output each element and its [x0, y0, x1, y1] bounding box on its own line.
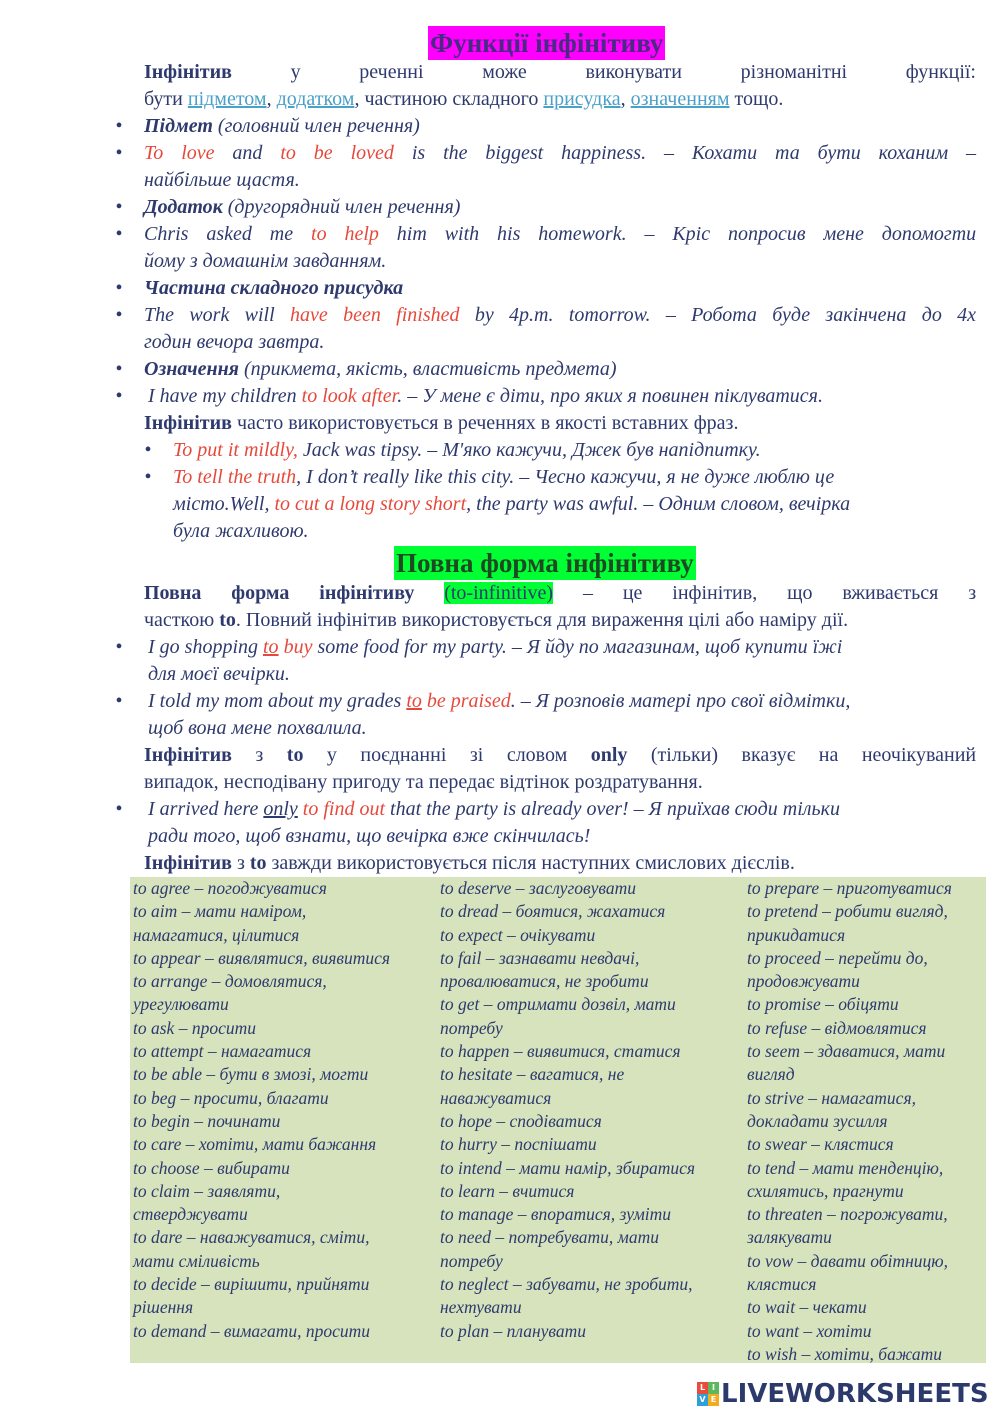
subsection-predicate: Частина складного присудка	[144, 277, 404, 299]
paragraph-word: вказує	[741, 744, 796, 766]
example-2-line-1	[144, 221, 976, 248]
example-text: . – Я розповів матері про свої відмітки,	[510, 690, 851, 712]
example-word: Робота	[691, 304, 757, 326]
example-word: Кріс	[672, 223, 711, 245]
verb-entry: to care – хотіти, мати бажання	[133, 1134, 377, 1155]
example-text: some food for my party. – Я йду по магазинам, щоб купити їжі	[312, 636, 843, 658]
verb-entry: стверджувати	[133, 1204, 248, 1225]
example-word: мене	[823, 223, 864, 245]
bold-term: to	[249, 852, 267, 874]
link-predicate[interactable]: присудка	[543, 88, 621, 110]
verb-entry: to decide – вирішити, прийняти	[133, 1274, 370, 1295]
verb-entry: to expect – очікувати	[440, 924, 596, 945]
verb-entry: to appear – виявлятися, виявитися	[133, 947, 391, 968]
only-paragraph-line-2: випадок, несподівану пригоду та передає відтінок роздратування.	[144, 771, 703, 793]
only-paragraph-line-1	[144, 742, 976, 769]
example-8-line-1	[148, 688, 850, 715]
example-text: , I don’t really like this city. – Чесно кажучи, я не дуже люблю це	[296, 466, 835, 488]
verb-entry: to threaten – погрожувати,	[747, 1204, 948, 1225]
example-4	[148, 383, 823, 410]
full-form-line-2	[144, 607, 848, 634]
example-infinitive: To tell the truth	[173, 466, 297, 488]
verb-entry: to hope – сподіватися	[440, 1110, 602, 1131]
verb-entry: to prepare – приготуватися	[747, 878, 952, 898]
example-word: –	[966, 142, 977, 164]
liveworksheets-logo[interactable]	[697, 1378, 989, 1410]
intro-text: , частиною складного	[354, 88, 544, 110]
logo-letter: V	[697, 1394, 708, 1406]
verb-entry: to plan – планувати	[440, 1320, 587, 1341]
paragraph-word: інфінітив,	[672, 582, 758, 604]
verb-entry: нехтувати	[440, 1297, 522, 1318]
link-subject[interactable]: підметом	[187, 88, 267, 110]
paragraph-word: на	[818, 744, 839, 766]
verb-entry: to ask – просити	[133, 1017, 256, 1038]
example-word: biggest	[485, 142, 544, 164]
example-9-line-1	[148, 796, 840, 823]
example-text: I go shopping	[148, 636, 263, 658]
example-word: him	[396, 223, 427, 245]
example-word: попросив	[727, 223, 806, 245]
example-word: та	[775, 142, 800, 164]
verb-entry: to wait – чекати	[747, 1297, 867, 1318]
paragraph-word: вживається	[842, 582, 939, 604]
verb-entry: to vow – давати обітницю,	[747, 1250, 948, 1271]
verb-column-3	[747, 877, 952, 1366]
verb-entry: to refuse – відмовлятися	[747, 1017, 927, 1038]
paragraph-text: завжди використовується після наступних смислових дієслів.	[266, 852, 795, 874]
logo-text: LIVEWORKSHEETS	[721, 1379, 989, 1409]
example-word: work	[189, 304, 230, 326]
verb-entry: to pretend – робити вигляд,	[747, 901, 948, 922]
highlight-to-infinitive: (to-infinitive)	[444, 582, 554, 604]
example-word: закінчена	[825, 304, 907, 326]
paragraph-word: з	[968, 582, 977, 604]
verb-entry: провалюватися, не зробити	[440, 971, 649, 992]
subsection-note: (другорядний член речення)	[222, 196, 461, 218]
example-only: only	[263, 798, 298, 820]
paragraph-word: зі	[469, 744, 484, 766]
verb-entry: наважуватися	[440, 1087, 552, 1108]
example-6-line-1	[173, 464, 834, 491]
bold-term: only	[590, 744, 628, 766]
example-infinitive: be praised	[421, 690, 511, 712]
example-word: with	[444, 223, 480, 245]
example-6-line-3: була жахливою.	[173, 520, 309, 542]
verb-entry: to strive – намагатися,	[747, 1087, 916, 1108]
verb-entry: вигляд	[747, 1064, 795, 1085]
example-text: місто.Well,	[173, 493, 275, 515]
intro-text: ,	[266, 88, 277, 110]
verbs-intro	[144, 850, 795, 877]
example-infinitive: buy	[278, 636, 313, 658]
example-infinitive: to cut a long story short	[274, 493, 467, 515]
bullet-icon: •	[144, 466, 152, 488]
example-word: бути	[817, 142, 861, 164]
example-3-line-1	[144, 302, 976, 329]
example-2-line-2: йому з домашнім завданням.	[144, 250, 387, 272]
verb-entry: to claim – заявляти,	[133, 1180, 281, 1201]
verb-entry: продовжувати	[747, 971, 860, 992]
subsection-heading: Підмет	[144, 115, 213, 137]
verb-entry: to tend – мати тенденцію,	[747, 1157, 944, 1178]
intro-text: ,	[620, 88, 631, 110]
example-text: I have my children	[148, 385, 302, 407]
example-word: is	[411, 142, 426, 164]
example-word: –	[664, 142, 674, 164]
subsection-note: (прикмета, якість, властивість предмета)	[238, 358, 617, 380]
paragraph-word: (тільки)	[650, 744, 719, 766]
paragraph-word: словом	[506, 744, 568, 766]
paragraph-word: неочікуваний	[861, 744, 977, 766]
example-word: 4х	[957, 304, 977, 326]
verb-column-1	[133, 877, 390, 1343]
intro-text: тощо.	[729, 88, 784, 110]
intro-word: виконувати	[585, 61, 682, 83]
subsection-attribute	[144, 356, 617, 383]
example-infinitive: To put it mildly,	[173, 439, 298, 461]
link-object[interactable]: додатком	[276, 88, 355, 110]
verb-entry: to seem – здаватися, мати	[747, 1041, 946, 1062]
verb-entry: клястися	[747, 1274, 817, 1295]
verb-entry: to hurry – поспішати	[440, 1134, 597, 1155]
verb-entry: to wish – хотіти, бажати	[747, 1343, 943, 1364]
bullet-icon: •	[115, 223, 123, 245]
example-word: допомогти	[881, 223, 977, 245]
example-word: 4p.m.	[509, 304, 554, 326]
verb-entry: to learn – вчитися	[440, 1180, 575, 1201]
verb-entry: to aim – мати наміром,	[133, 901, 307, 922]
example-text: I arrived here	[148, 798, 264, 820]
verb-entry: мати сміливість	[133, 1250, 260, 1271]
bold-term: to	[219, 609, 236, 631]
bullet-icon: •	[115, 636, 123, 658]
verb-entry: урегулювати	[133, 994, 229, 1015]
example-word: happiness.	[561, 142, 647, 164]
paragraph-word: що	[787, 582, 813, 604]
verb-entry: to need – потребувати, мати	[440, 1227, 659, 1248]
example-word: To	[144, 142, 164, 164]
verb-entry: to attempt – намагатися	[133, 1041, 312, 1062]
bullet-icon: •	[115, 690, 123, 712]
example-word: by	[474, 304, 494, 326]
verb-entry: потребу	[440, 1017, 503, 1038]
subsection-note: (головний член речення)	[212, 115, 420, 137]
example-1-line-1	[144, 140, 976, 167]
example-word: love	[181, 142, 215, 164]
example-word: will	[244, 304, 275, 326]
paragraph-word: з	[255, 744, 264, 766]
bold-term: to	[286, 744, 304, 766]
verb-entry: to choose – вибирати	[133, 1157, 290, 1178]
bullet-icon: •	[115, 196, 123, 218]
paragraph-word: –	[582, 582, 593, 604]
paragraph-word: поєднанні	[360, 744, 447, 766]
example-word: to	[311, 223, 327, 245]
section-title-functions: Функції інфінітиву	[430, 28, 664, 58]
bullet-icon: •	[115, 142, 123, 164]
verb-entry: схилятись, прагнути	[747, 1180, 904, 1201]
bullet-icon: •	[115, 798, 123, 820]
verb-entry: to intend – мати намір, збиратися	[440, 1157, 696, 1178]
paragraph-word: це	[622, 582, 643, 604]
example-word: Chris	[144, 223, 189, 245]
bullet-icon: •	[144, 439, 152, 461]
example-text: Jack was tipsy. – М'яко кажучи, Джек був напідпитку.	[297, 439, 761, 461]
verb-entry: to get – отримати дозвіл, мати	[440, 994, 676, 1015]
intro-text: бути	[144, 88, 188, 110]
paragraph-text: часто використовується в реченнях в якості вставних фраз.	[231, 412, 739, 434]
bold-term: Інфінітив	[144, 412, 232, 434]
example-word: tomorrow.	[568, 304, 651, 326]
example-word: have been finished	[290, 304, 460, 326]
bullet-icon: •	[115, 385, 123, 407]
bold-term: інфінітиву	[319, 582, 415, 604]
example-6-line-2	[173, 491, 850, 518]
paragraph-parenthetical	[144, 410, 738, 437]
example-text: that the party is already over! – Я приїхав сюди тільки	[385, 798, 840, 820]
example-9-line-2: ради того, щоб взнати, що вечірка вже скінчилась!	[148, 825, 591, 847]
example-word: буде	[772, 304, 811, 326]
logo-letter: L	[697, 1382, 708, 1394]
intro-line-2	[144, 86, 783, 113]
example-word: loved	[350, 142, 394, 164]
example-word: до	[921, 304, 942, 326]
verb-entry: to swear – клястися	[747, 1134, 894, 1155]
verb-entry: to want – хотіти	[747, 1320, 872, 1341]
example-text: , the party was awful. – Одним словом, вечірка	[466, 493, 851, 515]
verb-entry: to demand – вимагати, просити	[133, 1320, 371, 1341]
example-word: help	[344, 223, 379, 245]
bold-term: Повна	[144, 582, 202, 604]
intro-line-1	[144, 59, 976, 86]
intro-word: Інфінітив	[144, 61, 232, 83]
verb-entry: to proceed – перейти до,	[747, 947, 928, 968]
bullet-icon: •	[115, 277, 123, 299]
example-3-line-2: годин вечора завтра.	[144, 331, 325, 353]
example-1-line-2: найбільше щастя.	[144, 169, 300, 191]
subsection-object	[144, 194, 460, 221]
bold-term: форма	[231, 582, 290, 604]
verb-entry: залякувати	[747, 1227, 832, 1248]
subsection-subject	[144, 113, 420, 140]
bold-term: Інфінітив	[144, 744, 232, 766]
example-word: and	[232, 142, 263, 164]
bold-term: Інфінітив	[144, 852, 232, 874]
intro-word: може	[482, 61, 527, 83]
example-word: –	[644, 223, 655, 245]
logo-letter: E	[708, 1394, 719, 1406]
verb-entry: намагатися, цілитися	[133, 924, 300, 945]
example-word: be	[313, 142, 333, 164]
example-word: the	[443, 142, 468, 164]
subsection-heading: Додаток	[144, 196, 223, 218]
link-attribute[interactable]: означенням	[630, 88, 730, 110]
section-title-full-form: Повна форма інфінітиву	[396, 548, 694, 578]
verb-entry: to dread – боятися, жахатися	[440, 901, 666, 922]
paragraph-word: у	[326, 744, 337, 766]
example-word: me	[269, 223, 294, 245]
verb-entry: to be able – бути в змозі, могти	[133, 1064, 369, 1085]
verb-entry: to dare – наважуватися, сміти,	[133, 1227, 370, 1248]
example-particle: to	[406, 690, 422, 712]
intro-word: реченні	[359, 61, 424, 83]
paragraph-text: з	[231, 852, 250, 874]
logo-mark-icon	[697, 1382, 719, 1406]
paragraph-text: . Повний інфінітив використовується для вираження цілі або наміру дії.	[235, 609, 849, 631]
example-word: Кохати	[691, 142, 758, 164]
bullet-icon: •	[115, 304, 123, 326]
subsection-heading: Означення	[144, 358, 239, 380]
verb-entry: рішення	[133, 1297, 194, 1318]
verb-entry: to begin – починати	[133, 1110, 281, 1131]
verb-entry: to arrange – домовлятися,	[133, 971, 327, 992]
intro-word: у	[290, 61, 301, 83]
verb-entry: прикидатися	[747, 924, 846, 945]
example-7-line-1	[148, 634, 842, 661]
bullet-icon: •	[115, 115, 123, 137]
example-text: . – У мене є діти, про яких я повинен піклуватися.	[397, 385, 823, 407]
full-form-line-1	[144, 580, 976, 607]
example-infinitive: to look after	[301, 385, 398, 407]
paragraph-text: часткою	[144, 609, 220, 631]
example-word: to	[280, 142, 296, 164]
example-word: The	[144, 304, 174, 326]
verb-entry: to happen – виявитися, статися	[440, 1041, 681, 1062]
verb-entry: to agree – погоджуватися	[133, 878, 327, 898]
verb-entry: to beg – просити, благати	[133, 1087, 329, 1108]
intro-word: різноманітні	[740, 61, 848, 83]
example-word: his	[497, 223, 521, 245]
example-infinitive: to find out	[297, 798, 386, 820]
example-word: коханим	[878, 142, 949, 164]
bullet-icon: •	[115, 358, 123, 380]
verb-entry: to deserve – заслуговувати	[440, 878, 636, 898]
verb-entry: потребу	[440, 1250, 503, 1271]
verb-entry: докладати зусилля	[747, 1110, 888, 1131]
verb-entry: to fail – зазнавати невдачі,	[440, 947, 640, 968]
example-word: –	[665, 304, 676, 326]
example-word: asked	[206, 223, 252, 245]
example-7-line-2: для моєї вечірки.	[148, 663, 290, 685]
logo-letter: I	[708, 1382, 719, 1394]
intro-word: функції:	[905, 61, 976, 83]
verb-column-2	[440, 877, 695, 1343]
example-8-line-2: щоб вона мене похвалила.	[148, 717, 367, 739]
verb-entry: to manage – впоратися, зуміти	[440, 1204, 671, 1225]
example-5	[173, 437, 761, 464]
verb-entry: to neglect – забувати, не зробити,	[440, 1274, 693, 1295]
verb-entry: to hesitate – вагатися, не	[440, 1064, 625, 1085]
example-particle: to	[263, 636, 279, 658]
verb-entry: to promise – обіцяти	[747, 994, 899, 1015]
example-text: I told my mom about my grades	[148, 690, 407, 712]
example-word: homework.	[538, 223, 627, 245]
